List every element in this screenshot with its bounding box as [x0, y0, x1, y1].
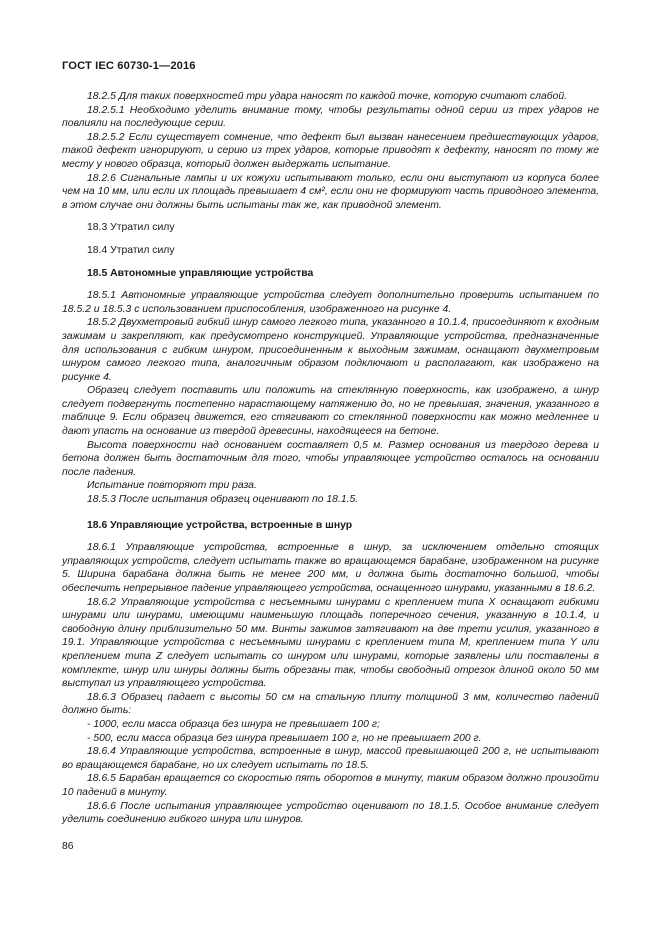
page-number: 86	[62, 841, 74, 852]
clause-18-5-3: 18.5.3 После испытания образец оценивают по 18.1.5.	[87, 494, 359, 506]
clause-18-5-1: 18.5.1 Автономные управляющие устройства следует дополнительно проверить испытанием по 18.5.2 и 18.5.3 с использованием приспособления, изображенного на рисунке 4.	[62, 290, 599, 315]
clause-18-2-6: 18.2.6 Сигнальные лампы и их кожухи испытывают только, если они выступают из корпуса более чем на 10 мм, или если их площадь превышает 4 см², если они не формируют часть приводного элемента, в этом случае они должны быть испытаны так же, как приводной элемент.	[62, 172, 599, 211]
list-item-1000: - 1000, если масса образца без шнура не превышает 100 г;	[87, 718, 380, 730]
clause-18-2-5: 18.2.5 Для таких поверхностей три удара наносят по каждой точке, которую считают слабой.	[87, 91, 568, 102]
clause-18-6-6: 18.6.6 После испытания управляющее устройство оценивают по 18.1.5. Особое внимание следует уделить соединению гибкого шнура или шнуров.	[62, 800, 599, 826]
clause-18-4: 18.4 Утратил силу	[87, 244, 175, 256]
clause-18-2-5-2: 18.2.5.2 Если существует сомнение, что дефект был вызван нанесением предшествующих ударов, такой дефект игнорируют, и серию из трех ударов, которые приводят к дефекту, наносят по тому же месту у нового образца, который должен выдержать испытание.	[62, 131, 599, 170]
clause-sample-placement: Образец следует поставить или положить на стеклянную поверхность, как изображено, а шнур следует подвергнуть постепенно нарастающему натяжению до, но не превышая, значения, указанного в таблице 9. Если образец движется, его стягивают со стеклянной поверхности как можно медленнее и дают упасть на основание из твердой древесины, находящееся на бетоне.	[62, 385, 599, 438]
clause-repeat: Испытание повторяют три раза.	[87, 480, 257, 492]
document-body	[62, 90, 599, 827]
clause-18-6-2: 18.6.2 Управляющие устройства с несъемными шнурами с креплением типа X оснащают гибкими шнурами или шнурами, имеющими наименьшую площадь поперечного сечения, указанную в 10.1.4, и свободную длину приблизительно 50 мм. Винты зажимов затягивают на две трети усилия, указанного в 19.1. Управляющие устройства с несъемными шнурами с креплением типа M, креплением типа Y или креплением типа Z следует испытать со шнуром или шнурами, которые заявлены или поставлены в комплекте, шнур или шнуры должны быть обрезаны так, чтобы свободный отрезок длиной около 50 мм выступал из управляющего устройства.	[62, 596, 599, 690]
clause-18-3: 18.3 Утратил силу	[87, 222, 175, 234]
clause-18-5-2: 18.5.2 Двухметровый гибкий шнур самого легкого типа, указанного в 10.1.4, присоединяют к входным зажимам и закрепляют, как предусмотрено конструкцией. Управляющие устройства, предназначенные для использования с гибким шнуром, присоединенным к выходным зажимам, оснащают двухметровым шнуром самого легкого типа, аналогичным образом подключают и располагают, как изображено на рисунке 4.	[62, 317, 599, 383]
document-header: ГОСТ IEC 60730-1—2016	[62, 60, 196, 72]
clause-18-6-3: 18.6.3 Образец падает с высоты 50 см на стальную плиту толщиной 3 мм, количество падений должно быть:	[62, 691, 599, 717]
clause-18-2-5-1: 18.2.5.1 Необходимо уделить внимание тому, чтобы результаты одной серии из трех ударов не повлияли на последующие серии.	[62, 104, 599, 130]
clause-18-6-4: 18.6.4 Управляющие устройства, встроенные в шнур, массой превышающей 200 г, не испытывают во вращающемся барабане, но их следует испытать по 18.5.	[62, 746, 599, 771]
clause-18-6-5: 18.6.5 Барабан вращается со скоростью пять оборотов в минуту, таким образом должно произойти 10 падений в минуту.	[62, 773, 599, 798]
section-heading-18-6: 18.6 Управляющие устройства, встроенные в шнур	[87, 519, 353, 531]
clause-height: Высота поверхности над основанием составляет 0,5 м. Размер основания из твердого дерева и бетона должен быть достаточным для того, чтобы управляющее устройство осталось на основании после падения.	[62, 439, 599, 478]
clause-18-6-1: 18.6.1 Управляющие устройства, встроенные в шнур, за исключением отдельно стоящих управляющих устройств, следует испытать также во вращающемся барабане, изображенном на рисунке 5. Ширина барабана должна быть не менее 200 мм, и должна быть достаточно большой, чтобы обеспечить непрерывное падение управляющего устройства, оснащенного шнурами, указанными в 18.6.2.	[62, 542, 599, 594]
list-item-500: - 500, если масса образца без шнура превышает 100 г, но не превышает 200 г.	[87, 732, 482, 744]
section-heading-18-5: 18.5 Автономные управляющие устройства	[87, 267, 314, 279]
